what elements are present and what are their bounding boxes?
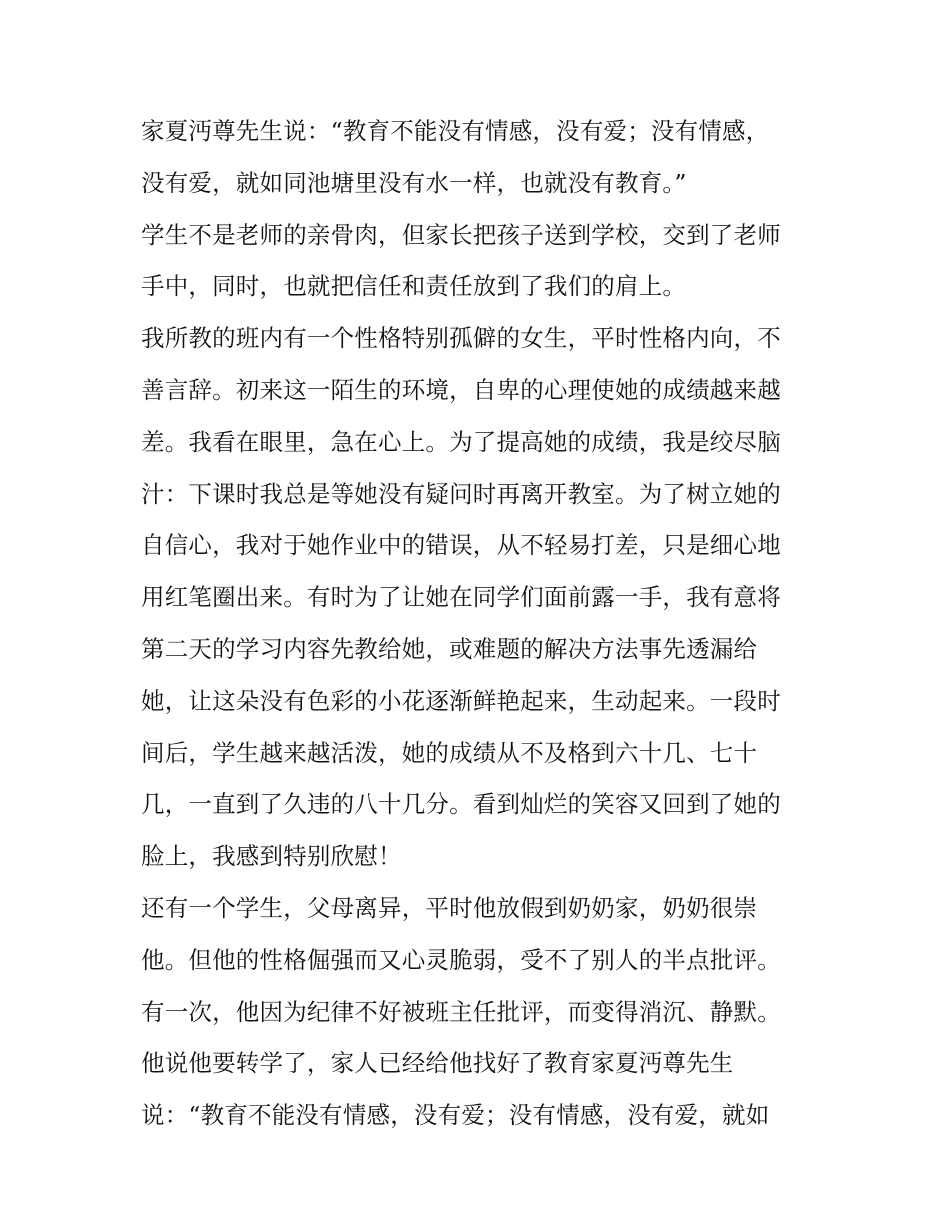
text-line: 说：“教育不能没有情感，没有爱；没有情感，没有爱，就如 <box>141 1101 770 1130</box>
text-line: 我所教的班内有一个性格特别孤僻的女生，平时性格内向，不 <box>141 324 781 353</box>
text-line: 家夏沔尊先生说：“教育不能没有情感，没有爱；没有情感， <box>141 117 770 145</box>
text-line: 他。但他的性格倔强而又心灵脆弱，受不了别人的半点批评。 <box>141 945 781 974</box>
text-line: 善言辞。初来这一陌生的环境，自卑的心理使她的成绩越来越 <box>141 375 781 404</box>
text-line: 几，一直到了久违的八十几分。看到灿烂的笑容又回到了她的 <box>141 790 781 819</box>
text-line: 差。我看在眼里，急在心上。为了提高她的成绩，我是绞尽脑 <box>141 427 781 456</box>
text-line: 他说他要转学了，家人已经给他找好了教育家夏沔尊先生 <box>141 1049 734 1078</box>
text-line: 她，让这朵没有色彩的小花逐渐鲜艳起来，生动起来。一段时 <box>141 686 781 715</box>
text-line: 汁：下课时我总是等她没有疑问时再离开教室。为了树立她的 <box>141 479 781 508</box>
text-line: 用红笔圈出来。有时为了让她在同学们面前露一手，我有意将 <box>141 583 781 612</box>
text-line: 自信心，我对于她作业中的错误，从不轻易打差，只是细心地 <box>141 531 781 560</box>
text-line: 手中，同时，也就把信任和责任放到了我们的肩上。 <box>141 272 687 301</box>
text-line: 学生不是老师的亲骨肉，但家长把孩子送到学校，交到了老师 <box>141 220 781 249</box>
text-line: 有一次，他因为纪律不好被班主任批评，而变得消沉、静默。 <box>141 997 781 1026</box>
body-text <box>141 106 831 1142</box>
text-line: 没有爱，就如同池塘里没有水一样，也就没有教育。” <box>141 168 687 197</box>
text-line: 脸上，我感到特别欣慰！ <box>141 842 402 871</box>
text-line: 间后，学生越来越活泼，她的成绩从不及格到六十几、七十 <box>141 738 758 767</box>
text-line: 第二天的学习内容先教给她，或难题的解决方法事先透漏给 <box>141 634 758 663</box>
text-line: 还有一个学生，父母离异，平时他放假到奶奶家，奶奶很崇 <box>141 893 758 922</box>
